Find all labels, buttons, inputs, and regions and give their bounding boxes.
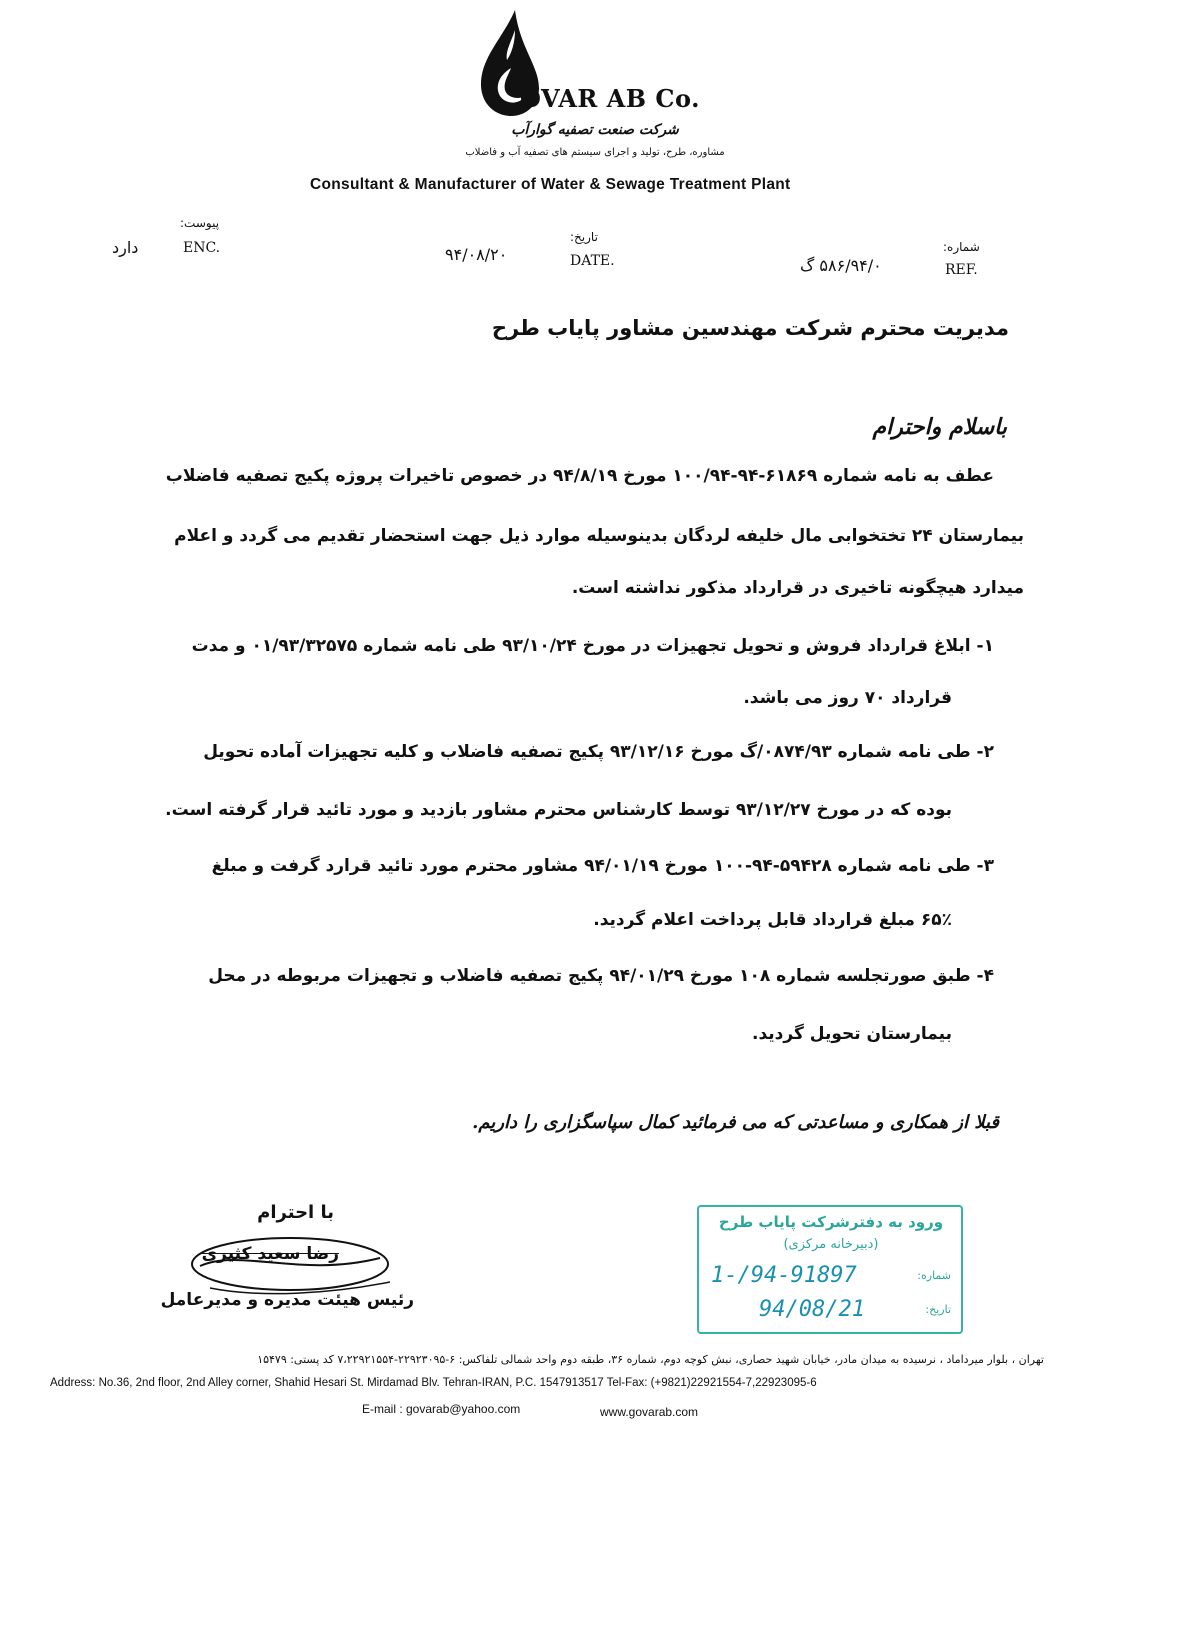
signatory-name: رضا سعید کثیری [201,1244,339,1264]
list-item-3-cont: ۶۵٪ مبلغ قرارداد قابل پرداخت اعلام گردید. [593,910,952,930]
ref-label-fa: شماره: [943,240,980,254]
stamp-date-value: 94/08/21 [759,1297,865,1322]
list-item-4: ۴- طبق صورتجلسه شماره ۱۰۸ مورخ ۹۴/۰۱/۲۹ پکیج تصفیه فاضلاب و تجهیزات مربوطه در محل [208,966,994,986]
stamp-subtitle: (دبیرخانه مرکزی) [783,1237,879,1252]
footer-website: www.govarab.com [600,1405,699,1419]
date-label-en: DATE. [570,253,615,269]
enc-label-fa: پیوست: [180,216,220,230]
signature-regards: با احترام [257,1202,334,1223]
stamp-title: ورود به دفترشرکت پایاب طرح [718,1213,944,1231]
enc-label-en: ENC. [183,240,221,256]
footer-address-en: Address: No.36, 2nd floor, 2nd Alley corner, Shahid Hesari St. Mirdamad Blv. Tehran-IRAN, P.C. 1547913517 Tel-Fax: (+9821)22921554-7,22923095-6 [50,1377,817,1389]
enc-value: دارد [112,238,139,257]
greeting: باسلام واحترام [872,414,1007,440]
stamp-number-label: شماره: [917,1269,951,1282]
list-item-1: ۱- ابلاغ قرارداد فروش و تحویل تجهیزات در مورخ ۹۳/۱۰/۲۴ طی نامه شماره ۰۱/۹۳/۳۲۵۷۵ و مدت [191,636,994,656]
list-item-2: ۲- طی نامه شماره ۰۸۷۴/۹۳/گ مورخ ۹۳/۱۲/۱۶ پکیج تصفیه فاضلاب و کلیه تجهیزات آماده تحویل [203,742,994,762]
signatory-title: رئیس هیئت مدیره و مدیرعامل [160,1290,414,1310]
stamp-date-label: تاریخ: [925,1303,951,1316]
stamp-number-value: 1-/94-91897 [711,1263,857,1288]
list-item-4-cont: بیمارستان تحویل گردید. [752,1024,952,1044]
closing-line: قبلا از همکاری و مساعدتی که می فرمائید کمال سپاسگزاری را داریم. [472,1112,999,1133]
company-description-fa: مشاوره، طرح، تولید و اجرای سیستم های تصفیه آب و فاضلاب [465,147,725,158]
company-description-en: Consultant & Manufacturer of Water & Sewage Treatment Plant [310,176,791,193]
footer-email: E-mail : govarab@yahoo.com [362,1402,521,1416]
received-stamp [697,1205,963,1334]
body-line: عطف به نامه شماره ۶۱۸۶۹-۹۴-۱۰۰/۹۴ مورخ ۹۴/۸/۱۹ در خصوص تاخیرات پروژه پکیج تصفیه فاضلاب [165,466,994,486]
body-line: میدارد هیچگونه تاخیری در قرارداد مذکور نداشته است. [571,578,1024,598]
recipient: مدیریت محترم شرکت مهندسین مشاور پایاب طرح [491,316,1009,340]
body-line: بیمارستان ۲۴ تختخوابی مال خلیفه لردگان بدینوسیله موارد ذیل جهت استحضار تقدیم می گردد و اعلام [174,526,1024,546]
list-item-1-cont: قرارداد ۷۰ روز می باشد. [743,688,952,708]
company-name-fa: شرکت صنعت تصفیه گوارآب [511,122,679,138]
company-name: OVAR AB Co. [520,84,700,113]
date-label-fa: تاریخ: [570,230,598,244]
list-item-2-cont: بوده که در مورخ ۹۳/۱۲/۲۷ توسط کارشناس محترم مشاور بازدید و مورد تائید قرار گرفته است. [165,800,952,820]
date-value: ۹۴/۰۸/۲۰ [445,245,508,264]
footer-address-fa: تهران ، بلوار میرداماد ، نرسیده به میدان مادر، خیابان شهید حصاری، نبش کوچه دوم، شماره ۳۶، طبقه دوم واحد شمالی تلفاکس: ۶-۲۲۹۲۳۰۹۵-۷،۲۲۹۲۱۵۵۴ کد پستی: ۱۵۴۷۹ [257,1353,1044,1366]
ref-label-en: REF. [945,262,978,278]
list-item-3: ۳- طی نامه شماره ۵۹۴۲۸-۹۴-۱۰۰ مورخ ۹۴/۰۱/۱۹ مشاور محترم مورد تائید قرارد گرفت و مبلغ [211,856,994,876]
ref-value: ۵۸۶/۹۴/۰ گ [800,256,882,275]
